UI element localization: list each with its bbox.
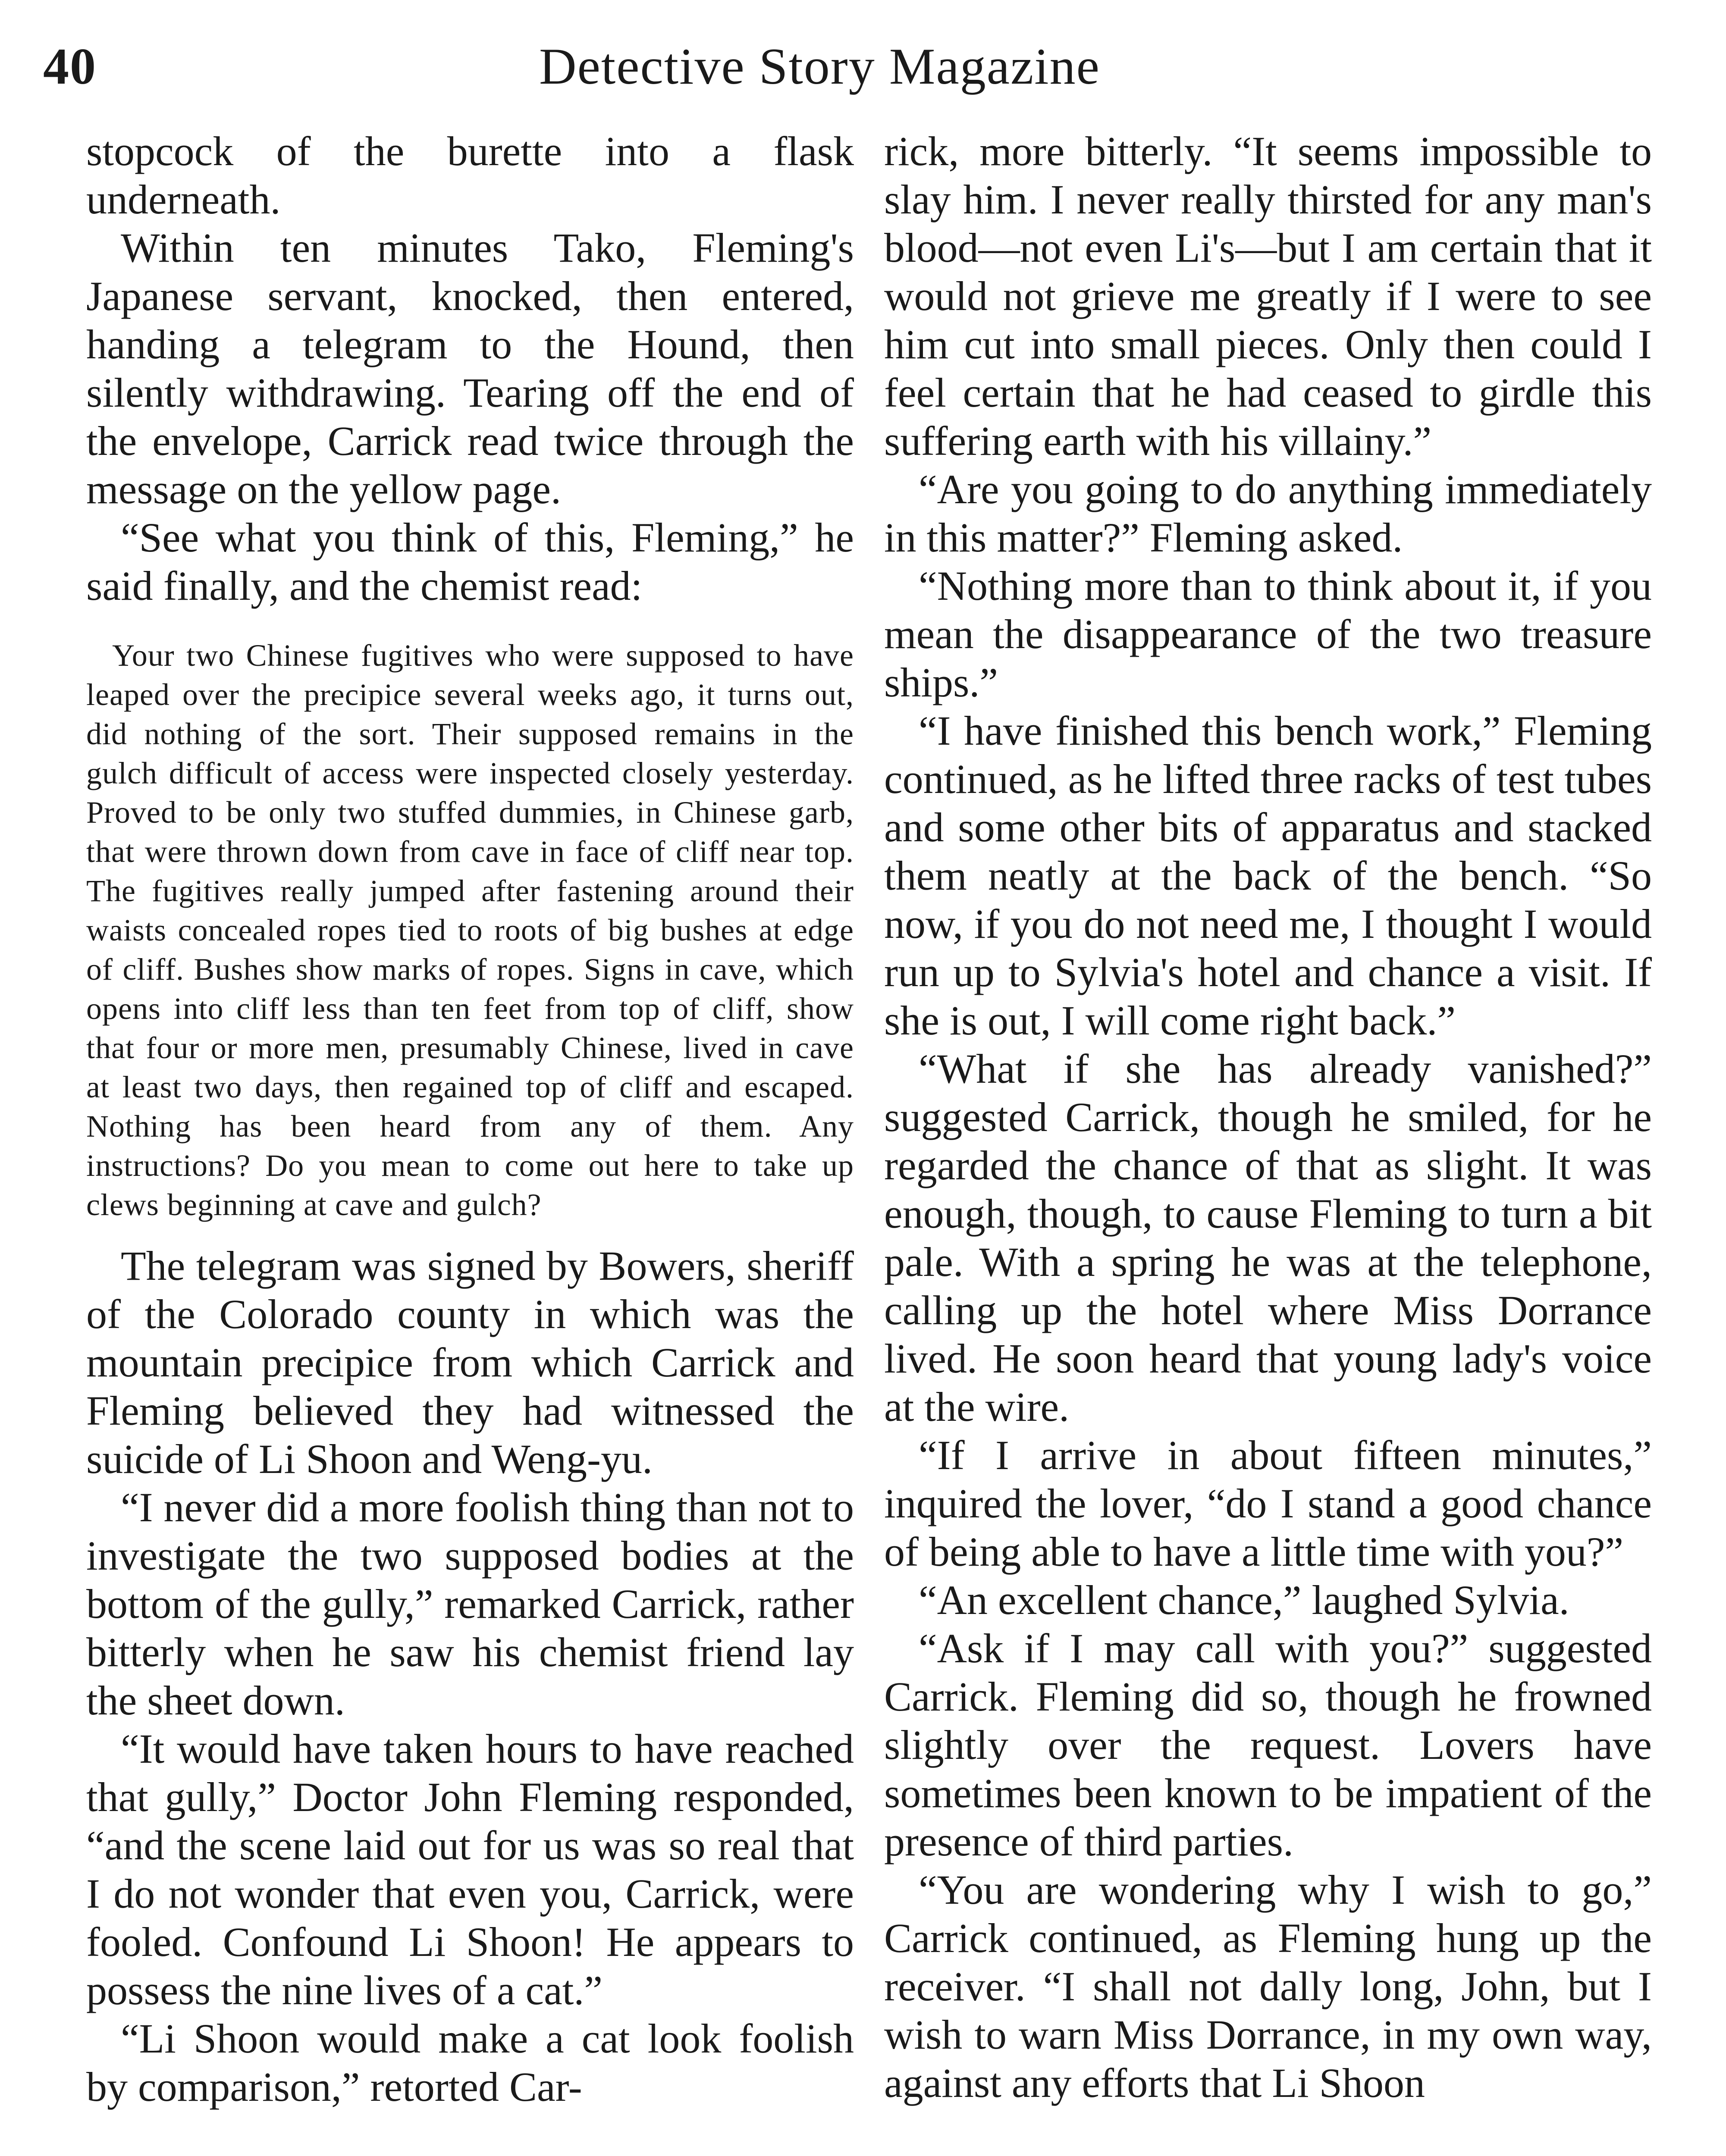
paragraph: “It would have taken hours to have reached that gully,” Doctor John Fleming responded, “and the scene laid out for us was so real that I do not wonder that even you, Carrick, were fooled. Confound Li Shoon! He appears to possess the nine lives of a cat.”: [86, 1726, 854, 2013]
right-column: [884, 127, 1652, 2107]
paragraph: “I never did a more foolish thing than not to investigate the two supposed bodies at the bottom of the gully,” remarked Carrick, rather bitterly when he saw his chemist friend lay the sheet down.: [86, 1484, 854, 1724]
paragraph: “Nothing more than to think about it, if you mean the disappearance of the two treasure ships.”: [884, 563, 1652, 705]
paragraph: “An excellent chance,” laughed Sylvia.: [919, 1577, 1569, 1623]
paragraph: The telegram was signed by Bowers, sheriff of the Colorado county in which was the mountain precipice from which Carrick and Fleming believed they had witnessed the suicide of Li Shoon and Weng-yu.: [86, 1243, 854, 1482]
magazine-title: Detective Story Magazine: [539, 38, 1100, 95]
telegram-body: Your two Chinese fugitives who were supposed to have leaped over the precipice several weeks ago, it turns out, did nothing of the sort. Their supposed remains in the gulch difficult of access were inspected closely yesterday. Proved to be only two stuffed dummies, in Chinese garb, that were thrown down from cave in face of cliff near top. The fugitives really jumped after fastening around their waists concealed ropes tied to roots of big bushes at edge of cliff. Bushes show marks of ropes. Signs in cave, which opens into cliff less than ten feet from top of cliff, show that four or more men, presumably Chinese, lived in cave at least two days, then regained top of cliff and escaped. Nothing has been heard from any of them. Any instructions? Do you mean to come out here to take up clews beginning at cave and gulch?: [86, 638, 854, 1222]
page-header: [43, 24, 1678, 110]
paragraph: “What if she has already vanished?” suggested Carrick, though he smiled, for he regarded the chance of that as slight. It was enough, though, to cause Fleming to turn a bit pale. With a spring he was at the telephone, calling up the hotel where Miss Dorrance lived. He soon heard that young lady's voice at the wire.: [884, 1046, 1652, 1430]
paragraph: “Li Shoon would make a cat look foolish by comparison,” retorted Car-: [86, 2015, 854, 2110]
page-number: 40: [43, 38, 97, 95]
paragraph: stopcock of the burette into a flask underneath.: [86, 128, 854, 222]
paragraph: “I have finished this bench work,” Fleming continued, as he lifted three racks of test tubes and some other bits of apparatus and stacked them neatly at the back of the bench. “So now, if you do not need me, I thought I would run up to Sylvia's hotel and chance a visit. If she is out, I will come right back.”: [884, 708, 1652, 1044]
paragraph: “See what you think of this, Fleming,” he said finally, and the chemist read:: [86, 514, 854, 609]
paragraph: “Ask if I may call with you?” suggested Carrick. Fleming did so, though he frowned slightly over the request. Lovers have sometimes been known to be impatient of the presence of third parties.: [884, 1625, 1652, 1865]
paragraph: Within ten minutes Tako, Fleming's Japanese servant, knocked, then entered, handing a telegram to the Hound, then silently withdrawing. Tearing off the end of the envelope, Carrick read twice through the message on the yellow page.: [86, 225, 854, 512]
paragraph: rick, more bitterly. “It seems impossible to slay him. I never really thirsted for any man's blood—not even Li's—but I am certain that it would not grieve me greatly if I were to see him cut into small pieces. Only then could I feel certain that he had ceased to girdle this suffering earth with his villainy.”: [884, 128, 1652, 464]
paragraph: “You are wondering why I wish to go,” Carrick continued, as Fleming hung up the receiver. “I shall not dally long, John, but I wish to warn Miss Dorrance, in my own way, against any efforts that Li Shoon: [884, 1867, 1652, 2106]
left-column: [86, 127, 854, 2111]
paragraph: “If I arrive in about fifteen minutes,” inquired the lover, “do I stand a good chance of being able to have a little time with you?”: [884, 1432, 1652, 1575]
telegram-text: [86, 636, 854, 1225]
paragraph: “Are you going to do anything immediately in this matter?” Fleming asked.: [884, 466, 1652, 561]
